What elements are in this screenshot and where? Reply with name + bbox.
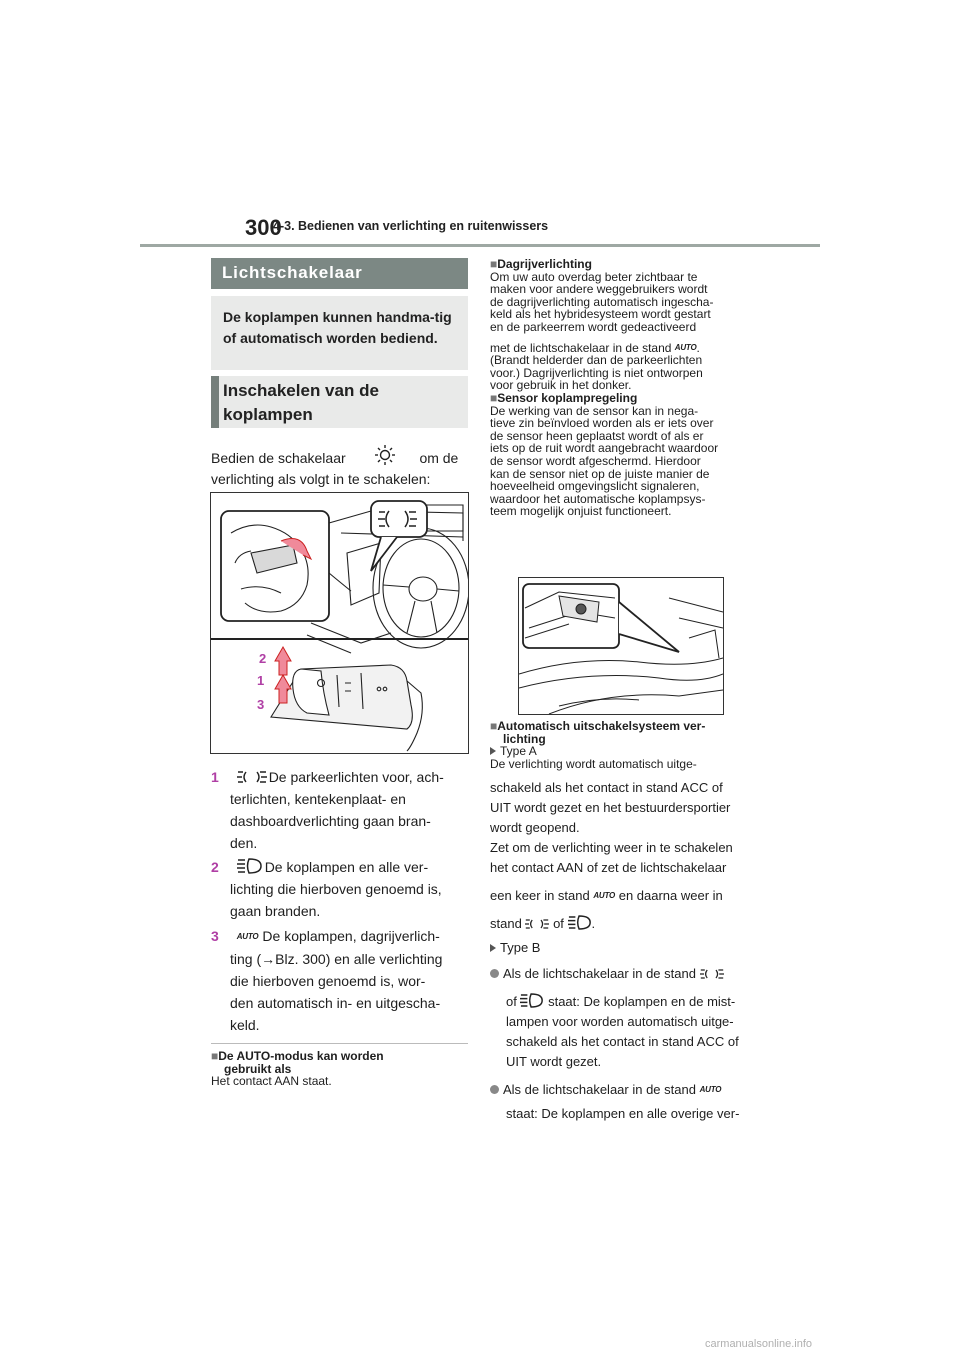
item-3-line-1: De koplampen, dagrijverlich- <box>262 928 440 944</box>
figure-label-1: 1 <box>257 673 265 688</box>
headlight-icon <box>237 857 263 875</box>
auto-icon: AUTO <box>236 932 259 941</box>
type-a-line: schakeld als het contact in stand ACC of <box>490 780 723 795</box>
item-1 <box>211 766 471 854</box>
type-a-body: schakeld als het contact in stand ACC of UIT wordt gezet en het bestuurdersportier wordt geopend. Zet om de verlichting weer in te schakelen het contact AAN of zet de lichtschakelaar een keer in stand AUTO en daarna weer in stand of . Type B Als de lichtschakelaar in de stand of staat: De koplampen en de mist- lampen voor worden automatisch uitge- schakeld als het contact in stand ACC of UIT wordt gezet. Als de lichtschakelaar in de stand AUTO staat: De koplampen en alle overige ver- <box>490 778 760 1124</box>
auto-off-section <box>490 720 760 770</box>
drl-line: (Brandt helderder dan de parkeerlichten <box>490 353 703 368</box>
b1-a: Als de lichtschakelaar in de stand <box>503 966 696 981</box>
type-b-label: Type B <box>500 940 541 955</box>
sensor-line: hoeveelheid omgevingslicht signaleren, <box>490 479 700 494</box>
sensor-illustration <box>519 578 723 714</box>
note-title-2: gebruikt als <box>224 1061 292 1076</box>
sensor-line: teem mogelijk onjuist functioneert. <box>490 504 672 519</box>
sensor-line: de sensor heen geplaatst wordt of als er <box>490 428 704 443</box>
item-2-line-3: gaan branden. <box>230 903 321 919</box>
header-rule <box>140 244 820 247</box>
item-1-line-4: den. <box>230 835 258 851</box>
headlight-icon <box>520 992 544 1009</box>
b1-line: schakeld als het contact in stand ACC of <box>506 1034 739 1049</box>
item-1-line-1: De parkeerlichten voor, ach- <box>268 769 444 785</box>
auto-off-title-1: Automatisch uitschakelsysteem ver- <box>497 719 706 733</box>
light-switch-illustration <box>211 493 468 753</box>
drl-section: ■Dagrijverlichting Om uw auto overdag beter zichtbaar te maken voor andere weggebruikers wordt de dagrijverlichting automatisch ingescha- keld als het hybridesysteem wordt gestart en de parkeerrem wordt gedeactiveerd met de lichtschakelaar in de stand AUTO. (Brandt helderder dan de parkeerlichten voor.) Dagrijverlichting is niet ontworpen voor gebruik in het donker. ■Sensor koplampregeling De werking van de sensor kan in nega- tieve zin beïnvloed worden als er iets over de sensor heen geplaatst wordt of als er iets op de ruit wordt aangebracht waardoor de sensor wordt afgeschermd. Hierdoor kan de sensor niet op de juiste manier de hoeveelheid omgevingslicht signaleren, waardoor het automatische koplampsys- teem mogelijk onjuist functioneert. <box>490 258 760 518</box>
parking-light-icon <box>237 769 267 785</box>
triangle-bullet-icon <box>490 944 496 952</box>
type-a-l6b: en daarna weer in <box>618 888 723 903</box>
drl-title: Dagrijverlichting <box>497 257 592 271</box>
item-3-line-5: keld. <box>230 1017 260 1033</box>
light-switch-icon <box>372 444 398 466</box>
square-bullet: ■ <box>490 390 498 405</box>
heading-accent-bar <box>211 376 219 428</box>
type-a-label: Type A <box>500 744 537 759</box>
triangle-bullet-icon <box>490 747 496 755</box>
section-title: 4-3. Bedienen van verlichting en ruitenwissers <box>273 219 549 233</box>
drl-line: de dagrijverlichting automatisch ingescha- <box>490 294 714 309</box>
item-3-number: 3 <box>211 928 219 944</box>
item-3-line-3: die hierboven genoemd is, wor- <box>230 973 426 989</box>
light-switch-figure <box>210 492 469 754</box>
type-a-l7a: stand <box>490 916 522 931</box>
sensor-line: waardoor het automatische koplampsys- <box>490 491 706 506</box>
watermark: carmanualsonline.info <box>705 1338 813 1350</box>
figure-label-2: 2 <box>259 651 267 666</box>
type-a-line-1: De verlichting wordt automatisch uitge- <box>490 756 697 771</box>
item-1-number: 1 <box>211 769 219 785</box>
paragraph-line-1 <box>211 444 458 469</box>
drl-line: voor.) Dagrijverlichting is niet ontworpen <box>490 365 703 380</box>
drl-line-6: met de lichtschakelaar in de stand <box>490 340 672 355</box>
circle-bullet-icon <box>490 1085 499 1094</box>
item-1-line-2: terlichten, kentekenplaat- en <box>230 791 406 807</box>
sensor-line: iets op de ruit wordt aangebracht waardoor <box>490 441 719 456</box>
note-title-1: De AUTO-modus kan worden <box>218 1049 384 1063</box>
square-bullet: ■ <box>211 1049 219 1063</box>
sensor-figure <box>518 577 724 715</box>
type-a-line: wordt geopend. <box>490 820 580 835</box>
item-2 <box>211 856 471 922</box>
auto-icon: AUTO <box>593 891 616 900</box>
heading-inschakelen-text: Inschakelen van de koplampen <box>223 381 379 424</box>
b1-line: UIT wordt gezet. <box>506 1054 602 1069</box>
heading-inschakelen <box>211 376 468 428</box>
note-text: Het contact AAN staat. <box>211 1074 332 1089</box>
item-3-line-4: den automatisch in- en uitgescha- <box>230 995 441 1011</box>
left-divider <box>211 1043 468 1044</box>
drl-line: maken voor andere weggebruikers wordt <box>490 282 708 297</box>
type-a-l7b: of <box>553 916 564 931</box>
type-a-line: Zet om de verlichting weer in te schakelen <box>490 840 733 855</box>
b1-b1: of <box>506 994 517 1009</box>
figure-label-3: 3 <box>257 697 265 712</box>
item-2-number: 2 <box>211 859 219 875</box>
sensor-title: Sensor koplampregeling <box>497 390 638 405</box>
b2-a: Als de lichtschakelaar in de stand <box>503 1082 696 1097</box>
sensor-line: kan de sensor niet op de juiste manier de <box>490 466 710 481</box>
drl-line: keld als het hybridesysteem wordt gestart <box>490 307 711 322</box>
drl-line: en de parkeerrem wordt gedeactiveerd <box>490 319 697 334</box>
drl-line: voor gebruik in het donker. <box>490 378 632 393</box>
headlight-icon <box>568 914 592 931</box>
circle-bullet-icon <box>490 969 499 978</box>
item-2-line-1: De koplampen en alle ver- <box>264 859 429 875</box>
paragraph-line-2: verlichting als volgt in te schakelen: <box>211 471 431 487</box>
auto-off-title-2: lichting <box>503 731 546 746</box>
intro-box <box>211 296 468 370</box>
heading-lichtschakelaar <box>211 258 468 289</box>
drl-line: Om uw auto overdag beter zichtbaar te <box>490 269 698 284</box>
type-a-line: UIT wordt gezet en het bestuurdersportier <box>490 800 731 815</box>
paragraph-text-a: Bedien de schakelaar <box>211 450 346 466</box>
type-a-l6a: een keer in stand <box>490 888 590 903</box>
item-1-line-3: dashboardverlichting gaan bran- <box>230 813 431 829</box>
auto-icon: AUTO <box>699 1085 722 1094</box>
sensor-line: de sensor wordt afgeschermd. Hierdoor <box>490 453 701 468</box>
b1-line: lampen voor worden automatisch uitge- <box>506 1014 734 1029</box>
sensor-line: tieve zin beïnvloed worden als er iets over <box>490 416 714 431</box>
parking-light-icon <box>700 967 724 981</box>
auto-icon: AUTO <box>674 342 697 352</box>
square-bullet: ■ <box>490 719 498 733</box>
paragraph-text-b: om de <box>419 450 459 466</box>
item-3 <box>211 925 471 1036</box>
b1-b2: staat: De koplampen en de mist- <box>548 994 736 1009</box>
item-3-line-2: ting (→Blz. 300) en alle verlichting <box>230 951 443 967</box>
type-a-line: het contact AAN of zet de lichtschakelaar <box>490 860 727 875</box>
heading-lichtschakelaar-text: Lichtschakelaar <box>222 263 363 282</box>
page-number: 300 <box>245 215 282 240</box>
square-bullet: ■ <box>490 257 498 271</box>
parking-light-icon <box>525 917 549 931</box>
item-2-line-2: lichting die hierboven genoemd is, <box>230 881 442 897</box>
intro-text: De koplampen kunnen handma-tig of automatisch worden bediend. <box>223 309 452 346</box>
b2-b: staat: De koplampen en alle overige ver- <box>506 1106 740 1121</box>
sensor-line: De werking van de sensor kan in nega- <box>490 403 699 418</box>
auto-mode-note <box>211 1050 468 1088</box>
